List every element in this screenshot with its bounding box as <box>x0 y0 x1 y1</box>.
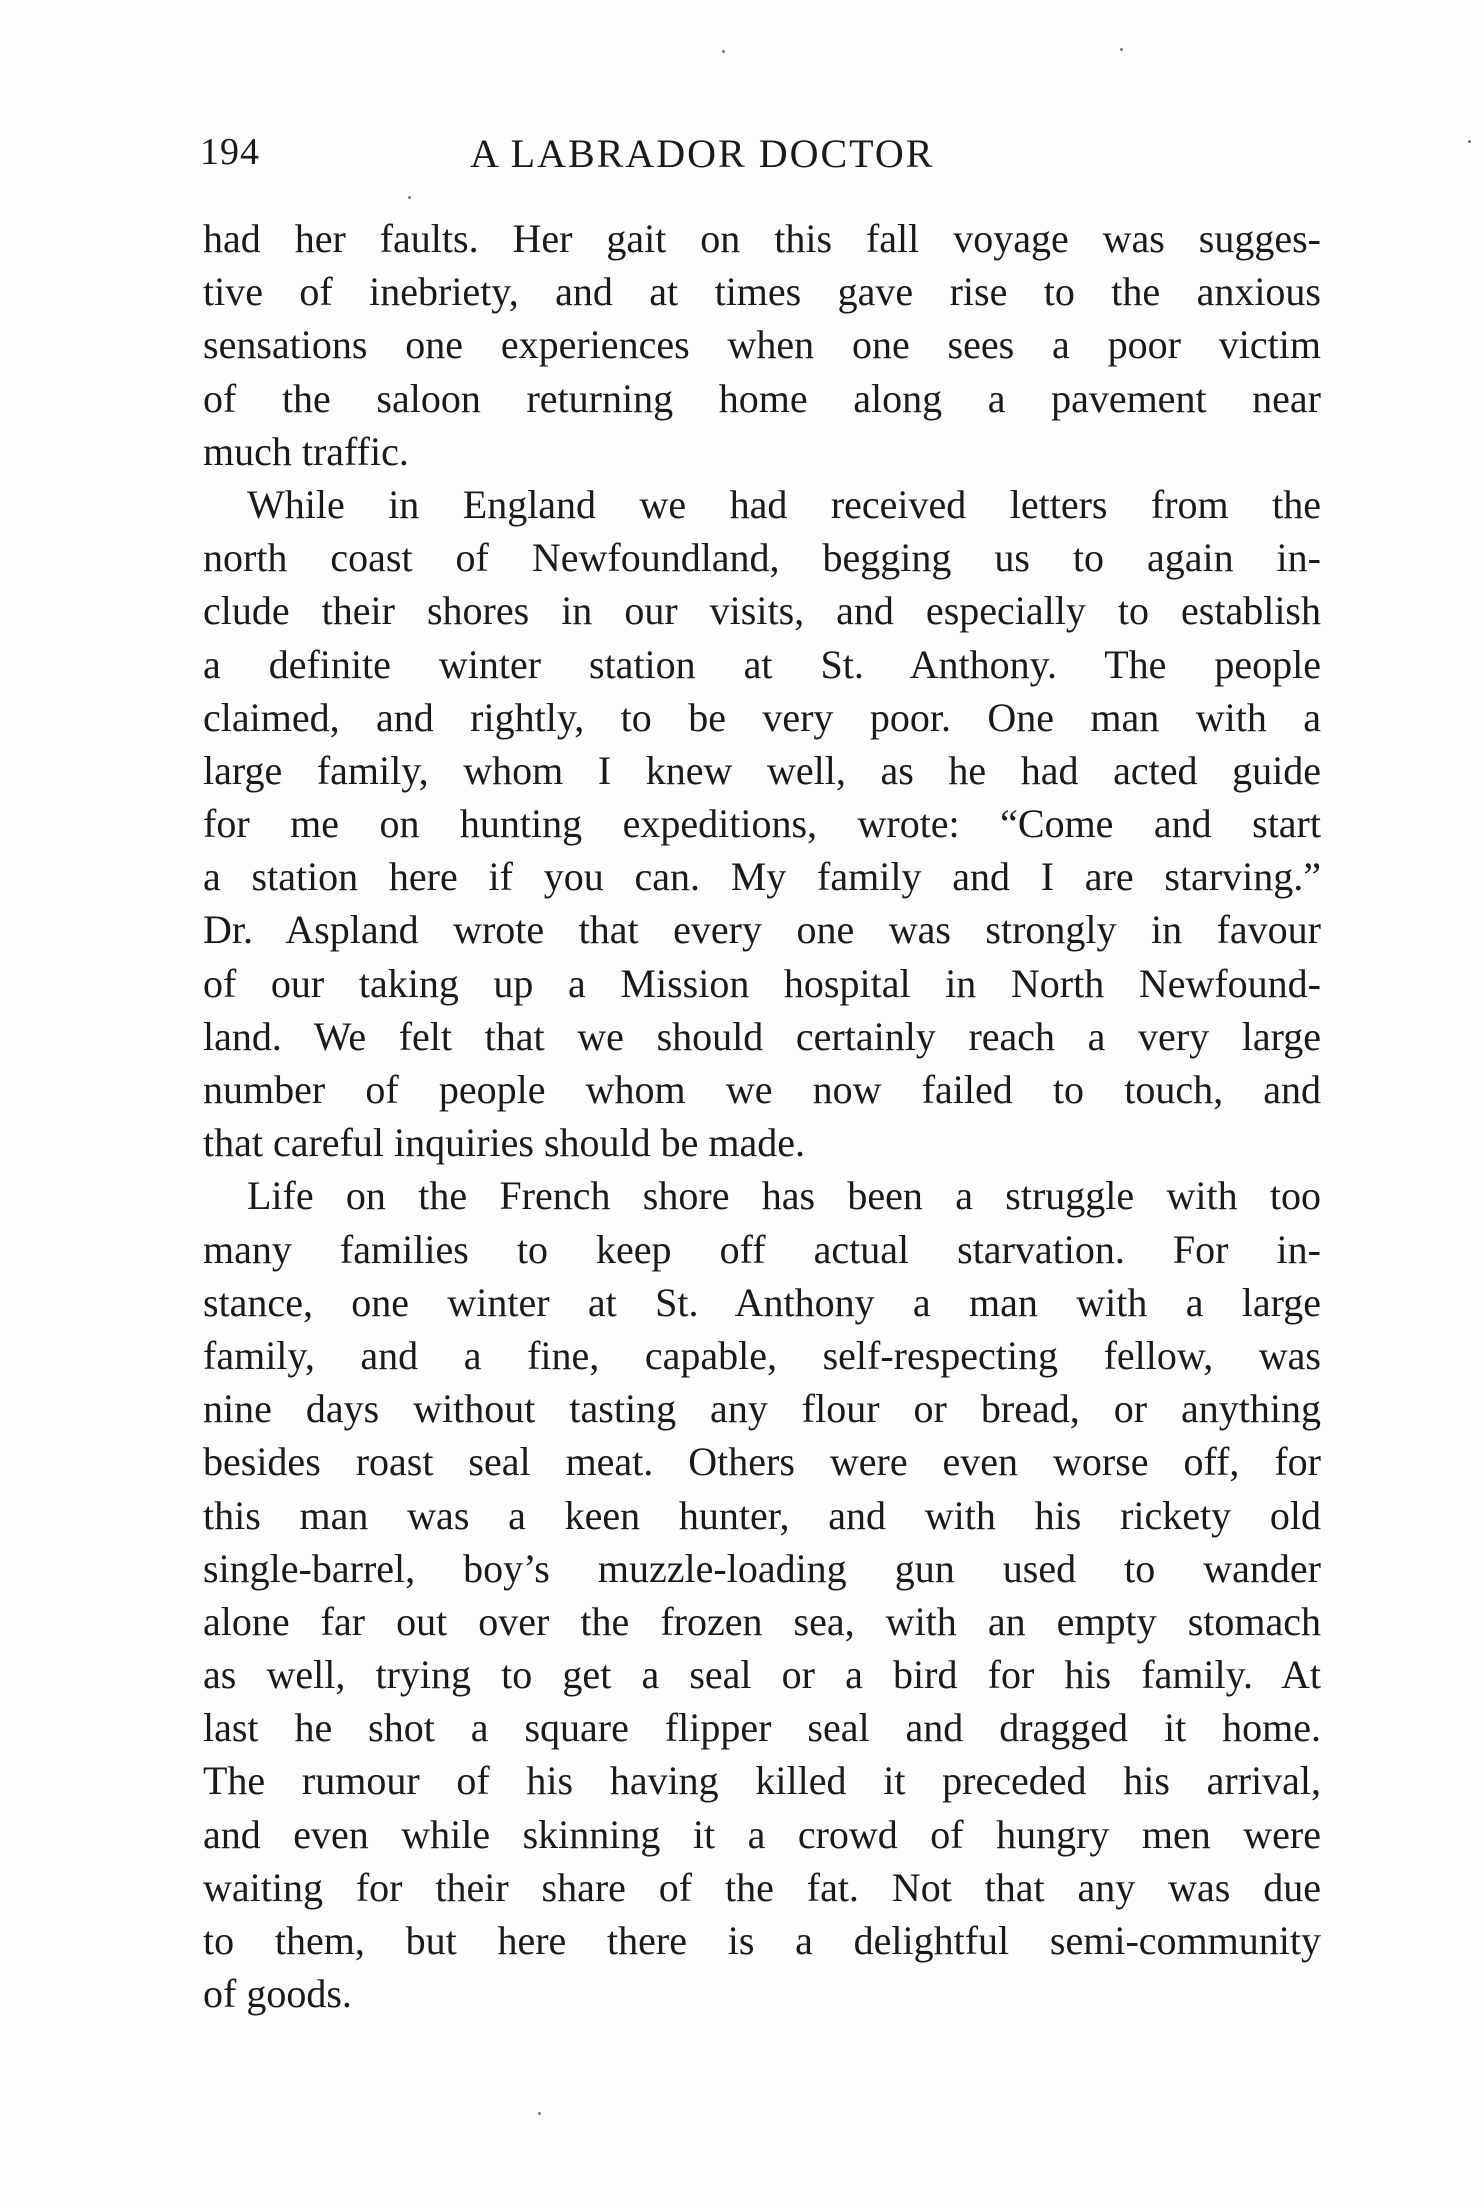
text-line: last he shot a square flipper seal and dragged it home. <box>203 1705 1321 1751</box>
text-line: this man was a keen hunter, and with his rickety old <box>203 1492 1321 1538</box>
text-line: and even while skinning it a crowd of hungry men were <box>203 1811 1321 1857</box>
text-line: Dr. Aspland wrote that every one was strongly in favour <box>203 907 1321 953</box>
text-line: much traffic. <box>203 428 409 474</box>
text-line: large family, whom I knew well, as he had acted guide <box>203 747 1321 793</box>
text-line: family, and a fine, capable, self-respecting fellow, was <box>203 1332 1321 1378</box>
text-line: claimed, and rightly, to be very poor. One man with a <box>203 694 1321 740</box>
text-line: of goods. <box>203 1971 352 2017</box>
scan-speck <box>1120 48 1123 51</box>
paragraph <box>203 212 1321 478</box>
text-line: clude their shores in our visits, and especially to establish <box>203 588 1321 634</box>
text-line: stance, one winter at St. Anthony a man with a large <box>203 1279 1321 1325</box>
text-line: north coast of Newfoundland, begging us to again in- <box>203 535 1321 581</box>
text-line: land. We felt that we should certainly reach a very large <box>203 1013 1321 1059</box>
text-line: The rumour of his having killed it preceded his arrival, <box>203 1758 1321 1804</box>
text-line: of the saloon returning home along a pavement near <box>203 375 1321 421</box>
scan-speck <box>538 2112 541 2115</box>
text-line: had her faults. Her gait on this fall voyage was sugges- <box>203 216 1321 261</box>
text-line: alone far out over the frozen sea, with an empty stomach <box>203 1598 1321 1644</box>
text-line: a definite winter station at St. Anthony. The people <box>203 641 1321 687</box>
page-number: 194 <box>200 131 260 173</box>
text-line: besides roast seal meat. Others were even worse off, for <box>203 1439 1321 1485</box>
text-line: many families to keep off actual starvation. For in- <box>203 1226 1321 1272</box>
text-line: tive of inebriety, and at times gave rise to the anxious <box>203 269 1321 315</box>
text-line: sensations one experiences when one sees a poor victim <box>203 322 1321 368</box>
text-line: a station here if you can. My family and I are starving.” <box>203 854 1321 900</box>
scan-speck <box>1468 140 1471 143</box>
paragraph <box>203 478 1321 1169</box>
text-line: While in England we had received letters from the <box>247 481 1321 527</box>
text-line: that careful inquiries should be made. <box>203 1120 806 1166</box>
page-header <box>200 130 1320 190</box>
paragraph <box>203 1169 1321 2020</box>
text-line: Life on the French shore has been a struggle with too <box>247 1173 1321 1219</box>
text-line: single-barrel, boy’s muzzle-loading gun used to wander <box>203 1545 1321 1591</box>
text-line: nine days without tasting any flour or bread, or anything <box>203 1386 1321 1432</box>
text-line: for me on hunting expeditions, wrote: “Come and start <box>203 801 1321 847</box>
scan-speck <box>408 196 411 199</box>
scan-speck <box>722 50 725 53</box>
text-line: number of people whom we now failed to touch, and <box>203 1067 1321 1112</box>
text-line: as well, trying to get a seal or a bird for his family. At <box>203 1652 1321 1698</box>
text-line: of our taking up a Mission hospital in North Newfound- <box>203 960 1321 1006</box>
text-line: waiting for their share of the fat. Not that any was due <box>203 1864 1321 1910</box>
text-line: to them, but here there is a delightful semi-community <box>203 1918 1321 1963</box>
body-text <box>203 212 1321 2020</box>
running-title: A LABRADOR DOCTOR <box>470 131 935 176</box>
